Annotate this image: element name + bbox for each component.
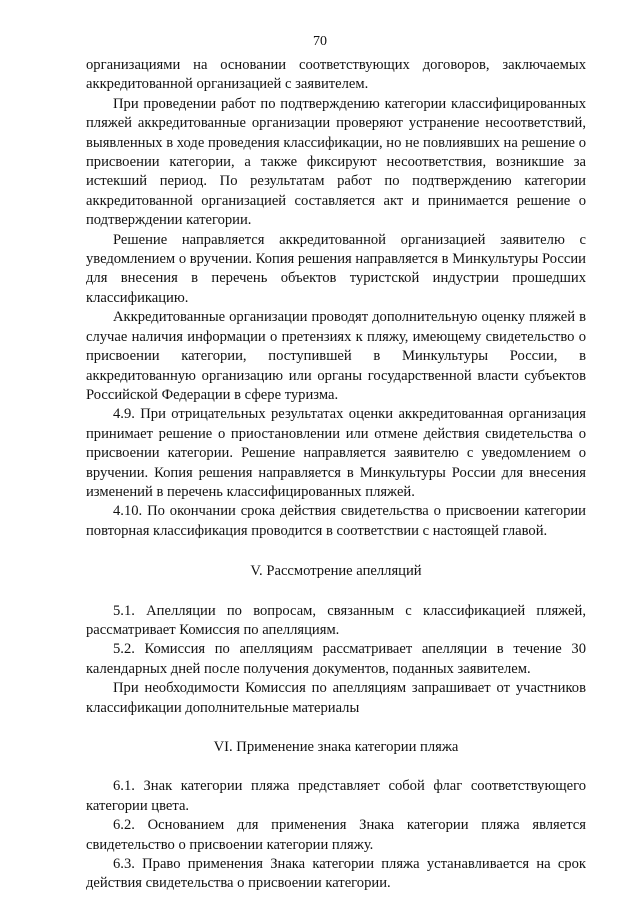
section-6-heading: VI. Применение знака категории пляжа [213, 739, 459, 755]
paragraph-continuation: организациями на основании соответствующих договоров, заключаемых аккредитованной организацией с заявителем. [86, 57, 586, 93]
paragraph-4-9: 4.9. При отрицательных результатах оценки аккредитованная организация принимает решение о приостановлении или отмене действия свидетельства о присвоении категории. Решение направляется заявителю с уведомлением о вручении. Копия решения направляется в Минкультуры России для внесения изменений в перечень классифицированных пляжей. [86, 406, 586, 500]
paragraph-decision-sent: Решение направляется аккредитованной организацией заявителю с уведомлением о вручении. Копия решения направляется в Минкультуры России для внесения в перечень объектов туристской индустрии прошедших классификацию. [86, 231, 586, 306]
document-body [86, 56, 586, 894]
paragraph-additional-assessment: Аккредитованные организации проводят дополнительную оценку пляжей в случае наличия информации о претензиях к пляжу, имеющему свидетельство о присвоении категории, поступившей в Минкультуры России, в аккредитованную организацию или органы государственной власти субъектов Российской Федерации в сфере туризма. [86, 309, 586, 403]
paragraph-confirmation-work: При проведении работ по подтверждению категории классифицированных пляжей аккредитованные организации проверяют устранение несоответствий, выявленных в ходе проведения классификации, но не повлиявших на решение о присвоении категории, а также фиксируют несоответствия, возникшие за истекший период. По результатам работ по подтверждению категории аккредитованной организацией составляется акт и принимается решение о подтверждении категории. [86, 95, 586, 229]
paragraph-5-2: 5.2. Комиссия по апелляциям рассматривает апелляции в течение 30 календарных дней после получения документов, поданных заявителем. [86, 641, 586, 677]
paragraph-5-1: 5.1. Апелляции по вопросам, связанным с классификацией пляжей, рассматривает Комиссия по апелляциям. [86, 602, 586, 638]
paragraph-5-additional: При необходимости Комиссия по апелляциям запрашивает от участников классификации дополнительные материалы [86, 680, 586, 716]
paragraph-6-2: 6.2. Основанием для применения Знака категории пляжа является свидетельство о присвоении категории пляжу. [86, 817, 586, 853]
paragraph-6-3: 6.3. Право применения Знака категории пляжа устанавливается на срок действия свидетельства о присвоении категории. [86, 856, 586, 892]
section-5-heading: V. Рассмотрение апелляций [250, 563, 422, 580]
paragraph-6-1: 6.1. Знак категории пляжа представляет собой флаг соответствующего категории цвета. [86, 778, 586, 814]
paragraph-4-10: 4.10. По окончании срока действия свидетельства о присвоении категории повторная классификация проводится в соответствии с настоящей главой. [86, 503, 586, 539]
page-number: 70 [313, 34, 327, 49]
